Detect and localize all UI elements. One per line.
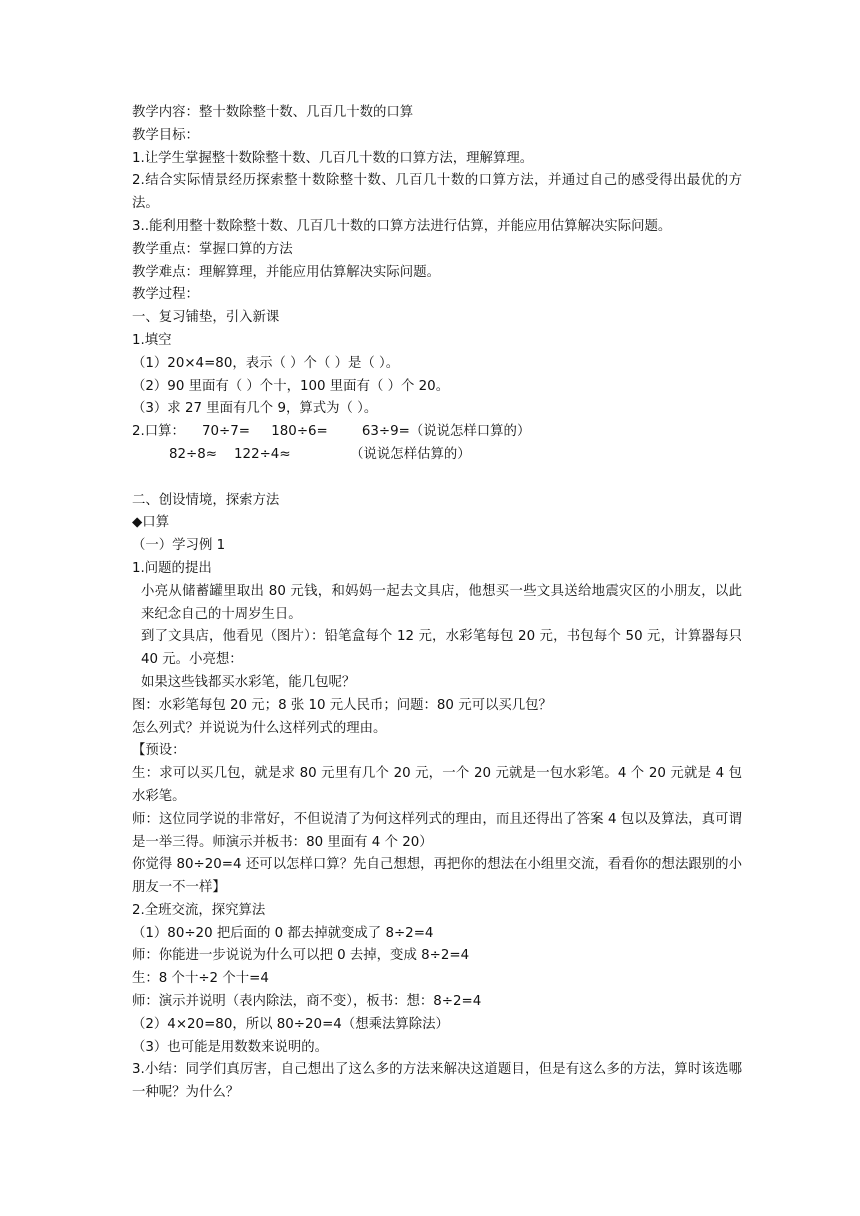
story-paragraph-3: 如果这些钱都买水彩笔，能几包呢？ — [141, 674, 356, 690]
teaching-goal-3: 3..能利用整十数除整十数、几百几十数的口算方法进行估算，并能应用估算解决实际问题。 — [132, 218, 672, 234]
section-1-title: 一、复习铺垫，引入新课 — [132, 310, 280, 326]
teaching-key-point: 教学重点：掌握口算的方法 — [132, 241, 293, 257]
preset-label: 【预设： — [132, 743, 186, 759]
teaching-goals-heading: 教学目标： — [132, 127, 199, 143]
exchange-item-6: （3）也可能是用数数来说明的。 — [132, 1039, 328, 1055]
teaching-difficulty: 教学难点：理解算理，并能应用估算解决实际问题。 — [132, 264, 440, 280]
class-exchange-title: 2.全班交流，探究算法 — [132, 902, 266, 918]
exchange-item-2: 师：你能进一步说说为什么可以把 0 去掉，变成 8÷2=4 — [132, 948, 470, 964]
teaching-goal-2: 2.结合实际情景经历探索整十数除整十数、几百几十数的口算方法，并通过自己的感受得出最优的方法。 — [132, 173, 742, 212]
oral-calc-line-1: 2.口算： 70÷7= 180÷6= 63÷9=（说说怎样口算的） — [132, 424, 531, 440]
fill-blank-item-1: （1）20×4=80，表示（ ）个（ ）是（ ）。 — [132, 355, 400, 371]
exchange-item-1: （1）80÷20 把后面的 0 都去掉就变成了 8÷2=4 — [132, 925, 434, 941]
oral-calc-line-2: 82÷8≈ 122÷4≈ （说说怎样估算的） — [169, 446, 471, 462]
question-raise-title: 1.问题的提出 — [132, 560, 212, 576]
teaching-process-heading: 教学过程： — [132, 287, 199, 303]
section-2-title: 二、创设情境，探索方法 — [132, 492, 280, 508]
figure-description: 图：水彩笔每包 20 元；8 张 10 元人民币；问题：80 元可以买几包？ — [132, 697, 552, 713]
story-paragraph-1: 小亮从储蓄罐里取出 80 元钱，和妈妈一起去文具店，他想买一些文具送给地震灾区的小朋友，以此来纪念自己的十周岁生日。 — [141, 583, 742, 622]
teaching-content: 教学内容：整十数除整十数、几百几十数的口算 — [132, 105, 414, 120]
discussion-prompt: 你觉得 80÷20=4 还可以怎样口算？先自己想想，再把你的想法在小组里交流，看看你的想法跟别的小朋友一不一样】 — [132, 857, 742, 896]
how-to-formulate: 怎么列式？并说说为什么这样列式的理由。 — [132, 720, 387, 736]
story-paragraph-2: 到了文具店，他看见（图片）：铅笔盒每个 12 元，水彩笔每包 20 元，书包每个 50 元，计算器每只 40 元。小亮想： — [141, 629, 742, 668]
fill-blank-item-2: （2）90 里面有（ ）个十，100 里面有（ ）个 20。 — [132, 378, 450, 394]
blank-spacer — [132, 467, 742, 490]
fill-blank-title: 1.填空 — [132, 332, 172, 348]
exchange-item-5: （2）4×20=80，所以 80÷20=4（想乘法算除法） — [132, 1016, 449, 1032]
example-1-title: （一）学习例 1 — [132, 538, 226, 554]
exchange-item-3: 生：8 个十÷2 个十=4 — [132, 971, 269, 987]
student-answer: 生：求可以买几包，就是求 80 元里有几个 20 元，一个 20 元就是一包水彩笔。4 个 20 元就是 4 包水彩笔。 — [132, 766, 742, 804]
summary-paragraph: 3.小结：同学们真厉害，自己想出了这么多的方法来解决这道题目，但是有这么多的方法，算时该选哪一种呢？为什么？ — [132, 1062, 742, 1101]
oral-calc-bullet: ◆口算 — [132, 515, 170, 531]
teacher-comment: 师：这位同学说的非常好，不但说清了为何这样列式的理由，而且还得出了答案 4 包以及算法，真可谓是一举三得。师演示并板书：80 里面有 4 个 20） — [132, 811, 742, 850]
lesson-plan-document — [132, 102, 742, 1105]
fill-blank-item-3: （3）求 27 里面有几个 9，算式为（ ）。 — [132, 401, 378, 417]
teaching-goal-1: 1.让学生掌握整十数除整十数、几百几十数的口算方法，理解算理。 — [132, 150, 534, 166]
exchange-item-4: 师：演示并说明（表内除法，商不变），板书：想：8÷2=4 — [132, 994, 482, 1010]
